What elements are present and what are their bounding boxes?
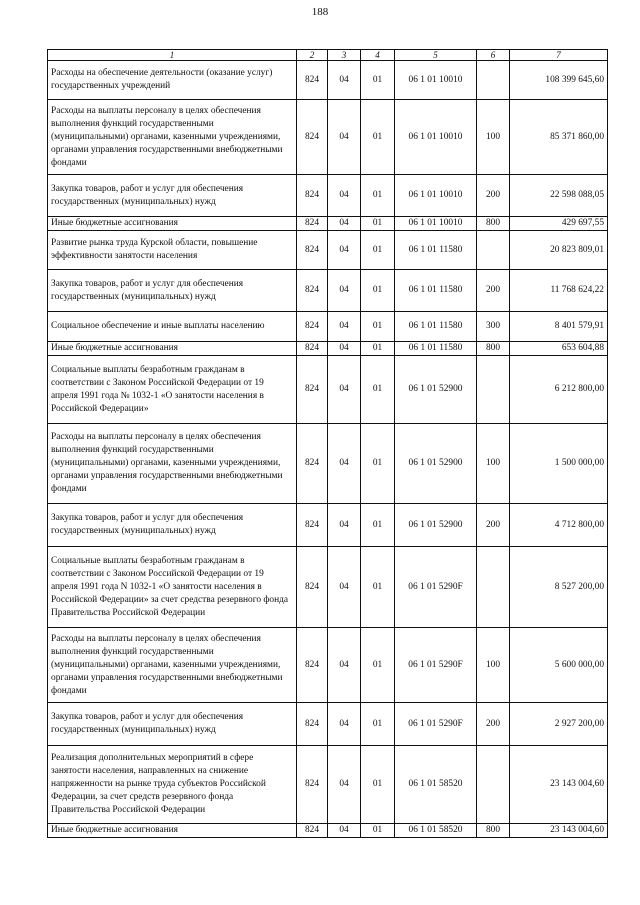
- expense-type-code: 100: [477, 100, 510, 175]
- gr-code: 824: [297, 100, 328, 175]
- expense-type-code: [477, 547, 510, 628]
- expense-name: Закупка товаров, работ и услуг для обеспечения государственных (муниципальных) нужд: [48, 175, 297, 217]
- subsection-code: 01: [361, 342, 395, 356]
- section-code: 04: [328, 61, 361, 100]
- section-code: 04: [328, 175, 361, 217]
- section-code: 04: [328, 824, 361, 838]
- gr-code: 824: [297, 424, 328, 504]
- subsection-code: 01: [361, 547, 395, 628]
- subsection-code: 01: [361, 217, 395, 231]
- amount: 20 823 809,01: [510, 231, 608, 270]
- expense-name: Закупка товаров, работ и услуг для обеспечения государственных (муниципальных) нужд: [48, 504, 297, 547]
- subsection-code: 01: [361, 231, 395, 270]
- table-row: [48, 504, 608, 547]
- section-code: 04: [328, 217, 361, 231]
- amount: 23 143 004,60: [510, 746, 608, 824]
- page-number: 188: [311, 6, 329, 18]
- amount: 6 212 800,00: [510, 356, 608, 424]
- section-code: 04: [328, 356, 361, 424]
- expense-type-code: [477, 356, 510, 424]
- expense-type-code: 200: [477, 175, 510, 217]
- subsection-code: 01: [361, 504, 395, 547]
- column-header: 1: [48, 50, 297, 61]
- table-row: [48, 231, 608, 270]
- amount: 8 401 579,91: [510, 312, 608, 342]
- expense-name: Закупка товаров, работ и услуг для обеспечения государственных (муниципальных) нужд: [48, 270, 297, 312]
- section-code: 04: [328, 424, 361, 504]
- subsection-code: 01: [361, 100, 395, 175]
- subsection-code: 01: [361, 312, 395, 342]
- section-code: 04: [328, 312, 361, 342]
- table-row: [48, 312, 608, 342]
- gr-code: 824: [297, 824, 328, 838]
- gr-code: 824: [297, 217, 328, 231]
- expense-type-code: 100: [477, 424, 510, 504]
- expense-name: Расходы на выплаты персоналу в целях обеспечения выполнения функций государственными (муниципальными) органами, казенными учреждениями, органами управления государственными внебюджетными фондами: [48, 424, 297, 504]
- table-row: [48, 746, 608, 824]
- expense-name: Социальное обеспечение и иные выплаты населению: [48, 312, 297, 342]
- section-code: 04: [328, 628, 361, 703]
- table-row: [48, 424, 608, 504]
- expense-type-code: 300: [477, 312, 510, 342]
- section-code: 04: [328, 504, 361, 547]
- amount: 11 768 624,22: [510, 270, 608, 312]
- table-row: [48, 824, 608, 838]
- target-article-code: 06 1 01 10010: [395, 217, 477, 231]
- target-article-code: 06 1 01 10010: [395, 175, 477, 217]
- gr-code: 824: [297, 270, 328, 312]
- subsection-code: 01: [361, 175, 395, 217]
- target-article-code: 06 1 01 11580: [395, 231, 477, 270]
- column-header: 7: [510, 50, 608, 61]
- expense-name: Иные бюджетные ассигнования: [48, 824, 297, 838]
- expense-type-code: 200: [477, 703, 510, 746]
- table-row: [48, 270, 608, 312]
- gr-code: 824: [297, 703, 328, 746]
- expense-name: Социальные выплаты безработным гражданам в соответствии с Законом Российской Федерации от 19 апреля 1991 года № 1032-1 «О занятости населения в Российской Федерации»: [48, 356, 297, 424]
- section-code: 04: [328, 746, 361, 824]
- target-article-code: 06 1 01 11580: [395, 312, 477, 342]
- section-code: 04: [328, 547, 361, 628]
- gr-code: 824: [297, 504, 328, 547]
- target-article-code: 06 1 01 52900: [395, 504, 477, 547]
- expense-name: Расходы на обеспечение деятельности (оказание услуг) государственных учреждений: [48, 61, 297, 100]
- target-article-code: 06 1 01 10010: [395, 61, 477, 100]
- column-header: 4: [361, 50, 395, 61]
- expense-type-code: 800: [477, 342, 510, 356]
- gr-code: 824: [297, 175, 328, 217]
- expense-type-code: 800: [477, 217, 510, 231]
- table-row: [48, 100, 608, 175]
- subsection-code: 01: [361, 824, 395, 838]
- expense-name: Иные бюджетные ассигнования: [48, 217, 297, 231]
- amount: 4 712 800,00: [510, 504, 608, 547]
- column-header: 6: [477, 50, 510, 61]
- amount: 8 527 200,00: [510, 547, 608, 628]
- subsection-code: 01: [361, 424, 395, 504]
- table-row: [48, 628, 608, 703]
- table-row: [48, 175, 608, 217]
- table-row: [48, 356, 608, 424]
- expense-type-code: [477, 746, 510, 824]
- amount: 5 600 000,00: [510, 628, 608, 703]
- gr-code: 824: [297, 356, 328, 424]
- table-row: [48, 61, 608, 100]
- table-row: [48, 217, 608, 231]
- amount: 22 598 088,05: [510, 175, 608, 217]
- expense-type-code: [477, 61, 510, 100]
- expense-name: Расходы на выплаты персоналу в целях обеспечения выполнения функций государственными (муниципальными) органами, казенными учреждениями, органами управления государственными внебюджетными фондами: [48, 100, 297, 175]
- gr-code: 824: [297, 746, 328, 824]
- target-article-code: 06 1 01 58520: [395, 824, 477, 838]
- budget-table: [47, 49, 608, 838]
- amount: 1 500 000,00: [510, 424, 608, 504]
- table-row: [48, 342, 608, 356]
- table-row: [48, 547, 608, 628]
- expense-type-code: 100: [477, 628, 510, 703]
- target-article-code: 06 1 01 52900: [395, 356, 477, 424]
- expense-name: Расходы на выплаты персоналу в целях обеспечения выполнения функций государственными (муниципальными) органами, казенными учреждениями, органами управления государственными внебюджетными фондами: [48, 628, 297, 703]
- amount: 23 143 004,60: [510, 824, 608, 838]
- gr-code: 824: [297, 61, 328, 100]
- target-article-code: 06 1 01 52900: [395, 424, 477, 504]
- subsection-code: 01: [361, 628, 395, 703]
- gr-code: 824: [297, 231, 328, 270]
- column-header: 2: [297, 50, 328, 61]
- expense-type-code: [477, 231, 510, 270]
- section-code: 04: [328, 100, 361, 175]
- subsection-code: 01: [361, 270, 395, 312]
- gr-code: 824: [297, 342, 328, 356]
- amount: 653 604,88: [510, 342, 608, 356]
- target-article-code: 06 1 01 5290F: [395, 628, 477, 703]
- target-article-code: 06 1 01 11580: [395, 270, 477, 312]
- expense-name: Реализация дополнительных мероприятий в сфере занятости населения, направленных на снижение напряженности на рынке труда субъектов Российской Федерации, за счет средств резервного фонда Правительства Российской Федерации: [48, 746, 297, 824]
- section-code: 04: [328, 231, 361, 270]
- expense-name: Социальные выплаты безработным гражданам в соответствии с Законом Российской Федерации от 19 апреля 1991 года N 1032-1 «О занятости населения в Российской Федерации» за счет средства резервного фонда Правительства Российской Федерации: [48, 547, 297, 628]
- target-article-code: 06 1 01 10010: [395, 100, 477, 175]
- subsection-code: 01: [361, 61, 395, 100]
- target-article-code: 06 1 01 58520: [395, 746, 477, 824]
- amount: 2 927 200,00: [510, 703, 608, 746]
- amount: 429 697,55: [510, 217, 608, 231]
- table-row: [48, 703, 608, 746]
- expense-type-code: 800: [477, 824, 510, 838]
- amount: 108 399 645,60: [510, 61, 608, 100]
- expense-name: Развитие рынка труда Курской области, повышение эффективности занятости населения: [48, 231, 297, 270]
- section-code: 04: [328, 703, 361, 746]
- section-code: 04: [328, 342, 361, 356]
- column-number-row: [48, 50, 608, 61]
- amount: 85 371 860,00: [510, 100, 608, 175]
- target-article-code: 06 1 01 5290F: [395, 547, 477, 628]
- target-article-code: 06 1 01 11580: [395, 342, 477, 356]
- section-code: 04: [328, 270, 361, 312]
- expense-name: Иные бюджетные ассигнования: [48, 342, 297, 356]
- target-article-code: 06 1 01 5290F: [395, 703, 477, 746]
- expense-type-code: 200: [477, 270, 510, 312]
- gr-code: 824: [297, 312, 328, 342]
- subsection-code: 01: [361, 746, 395, 824]
- expense-name: Закупка товаров, работ и услуг для обеспечения государственных (муниципальных) нужд: [48, 703, 297, 746]
- expense-type-code: 200: [477, 504, 510, 547]
- gr-code: 824: [297, 628, 328, 703]
- subsection-code: 01: [361, 356, 395, 424]
- column-header: 5: [395, 50, 477, 61]
- column-header: 3: [328, 50, 361, 61]
- subsection-code: 01: [361, 703, 395, 746]
- gr-code: 824: [297, 547, 328, 628]
